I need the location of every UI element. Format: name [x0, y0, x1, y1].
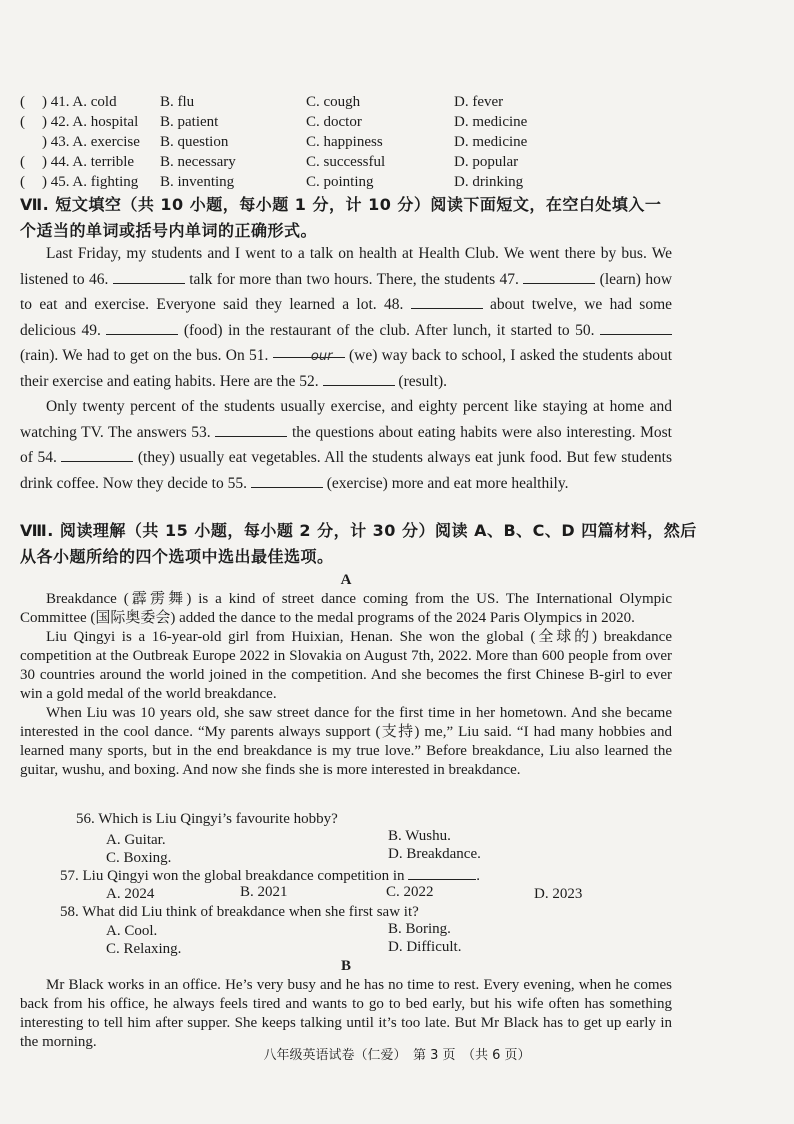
blank-55[interactable]	[251, 473, 323, 488]
answer-bracket[interactable]: (	[20, 154, 25, 170]
section-8-heading	[20, 518, 772, 570]
option-c: C. cough	[306, 94, 361, 110]
options-table	[20, 92, 780, 192]
option-a: ) 41. A. cold	[42, 94, 117, 110]
cloze-paragraph-1: Last Friday, my students and I went to a talk on health at Health Club. We went there by bus. We listened to 46. talk for more than two hours. There, the students 47. (learn) how to eat and exercise. Everyone said they learned a lot. 48. about twelve, we had some delicious 49. (food) in the restaurant of the club. After lunch, it started to 50. (rain). We had to get on the bus. On 51. our (we) way back to school, I asked the students about their exercise and eating habits. Here are the 52. (result).	[20, 245, 673, 390]
blank-53[interactable]	[215, 422, 287, 437]
q58-option-c[interactable]: C. Relaxing.	[106, 941, 182, 957]
page-footer: 八年级英语试卷（仁爱） 第 3 页 （共 6 页）	[263, 1048, 531, 1063]
option-row-41	[20, 92, 780, 112]
blank-48[interactable]	[411, 294, 483, 309]
option-b: B. patient	[160, 114, 219, 130]
blank-50[interactable]	[600, 320, 672, 335]
blank-51[interactable]	[273, 343, 345, 364]
option-row-45	[20, 172, 780, 192]
passage-a-label: A	[340, 572, 352, 588]
passage-b	[20, 957, 672, 1052]
handwritten-answer: our	[310, 349, 333, 364]
option-d: D. fever	[454, 94, 504, 110]
q58-option-b[interactable]: B. Boring.	[388, 921, 451, 937]
blank-52[interactable]	[323, 371, 395, 386]
option-a: ) 42. A. hospital	[42, 114, 139, 130]
option-row-43	[20, 132, 780, 152]
passage-a-paragraph-1: Breakdance (霹雳舞) is a kind of street dance coming from the US. The International Olympic Committee (国际奥委会) added the dance to the medal programs of the 2024 Paris Olympics in 2020.	[20, 591, 672, 626]
q56-option-d[interactable]: D. Breakdance.	[388, 846, 481, 862]
option-d: D. medicine	[454, 134, 528, 150]
passage-b-paragraph-1: Mr Black works in an office. He’s very busy and he has no time to rest. Every evening, when he comes back from his office, he always feels tired and wants to go to bed early, but his wife often has something interesting to tell him after supper. She keeps talking until it’s too late. But Mr Black has to get up early in the morning.	[20, 977, 672, 1050]
option-c: C. doctor	[306, 114, 362, 130]
q56-option-a[interactable]: A. Guitar.	[106, 832, 166, 848]
blank-57[interactable]	[408, 865, 476, 880]
q57-option-c[interactable]: C. 2022	[386, 884, 434, 900]
option-b: B. question	[160, 134, 229, 150]
section-8-heading-line1: Ⅷ. 阅读理解（共 15 小题，每小题 2 分，计 30 分）阅读 A、B、C、D 四篇材料，然后	[20, 521, 697, 540]
q57-option-a[interactable]: A. 2024	[106, 886, 155, 902]
option-row-44	[20, 152, 780, 172]
answer-bracket[interactable]: (	[20, 114, 25, 130]
section-8-heading-line2: 从各小题所给的四个选项中选出最佳选项。	[20, 547, 334, 566]
option-c: C. pointing	[306, 174, 374, 190]
passage-b-label: B	[340, 958, 351, 974]
q57-option-b[interactable]: B. 2021	[240, 884, 288, 900]
blank-54[interactable]	[61, 447, 133, 462]
option-c: C. happiness	[306, 134, 383, 150]
option-d: D. popular	[454, 154, 519, 170]
option-d: D. drinking	[454, 174, 524, 190]
question-58: 58. What did Liu think of breakdance when she first saw it?	[60, 904, 419, 920]
question-56: 56. Which is Liu Qingyi’s favourite hobby?	[76, 811, 338, 827]
answer-bracket[interactable]: (	[20, 174, 25, 190]
option-a: ) 43. A. exercise	[42, 134, 140, 150]
section-7-heading	[20, 192, 772, 244]
cloze-paragraph-2: Only twenty percent of the students usually exercise, and eighty percent like staying at home and watching TV. The answers 53. the questions about eating habits were also interesting. Most of 54. (they) usually eat vegetables. All the students always eat junk food. But few students drink coffee. Now they decide to 55. (exercise) more and eat more healthily.	[20, 398, 673, 492]
option-row-42	[20, 112, 780, 132]
cloze-passage	[20, 241, 672, 496]
blank-47[interactable]	[523, 269, 595, 284]
q56-option-b[interactable]: B. Wushu.	[388, 828, 451, 844]
passage-a-paragraph-2: Liu Qingyi is a 16-year-old girl from Huixian, Henan. She won the global (全球的) breakdance competition at the Outbreak Europe 2022 in Slovakia on August 7th, 2022. More than 600 people from over 30 countries around the world joined in the competition. And she becomes the first Chinese B-girl to ever win a gold medal of the world breakdance.	[20, 629, 672, 702]
option-a: ) 44. A. terrible	[42, 154, 135, 170]
passage-a	[20, 571, 672, 780]
q58-option-a[interactable]: A. Cool.	[106, 923, 158, 939]
q57-option-d[interactable]: D. 2023	[534, 886, 583, 902]
option-b: B. necessary	[160, 154, 236, 170]
option-d: D. medicine	[454, 114, 528, 130]
passage-a-paragraph-3: When Liu was 10 years old, she saw street dance for the first time in her hometown. And she became interested in the cool dance. “My parents always support (支持) me,” Liu said. “I had many hobbies and learned many sports, but in the end breakdance is my true love.” Before breakdance, Liu also learned the guitar, wushu, and boxing. And now she finds she is more interested in breakdance.	[20, 705, 672, 778]
blank-49[interactable]	[106, 320, 178, 335]
q58-option-d[interactable]: D. Difficult.	[388, 939, 462, 955]
answer-bracket[interactable]: (	[20, 94, 25, 110]
option-b: B. flu	[160, 94, 195, 110]
section-7-heading-line1: Ⅶ. 短文填空（共 10 小题，每小题 1 分，计 10 分）阅读下面短文，在空白处填入一	[20, 195, 662, 214]
option-b: B. inventing	[160, 174, 235, 190]
answer-bracket[interactable]	[20, 132, 42, 152]
section-7-heading-line2: 个适当的单词或括号内单词的正确形式。	[20, 221, 318, 240]
option-c: C. successful	[306, 154, 386, 170]
question-57: 57. Liu Qingyi won the global breakdance competition in .	[60, 865, 480, 886]
blank-46[interactable]	[113, 269, 185, 284]
q56-option-c[interactable]: C. Boxing.	[106, 850, 172, 866]
option-a: ) 45. A. fighting	[42, 174, 139, 190]
